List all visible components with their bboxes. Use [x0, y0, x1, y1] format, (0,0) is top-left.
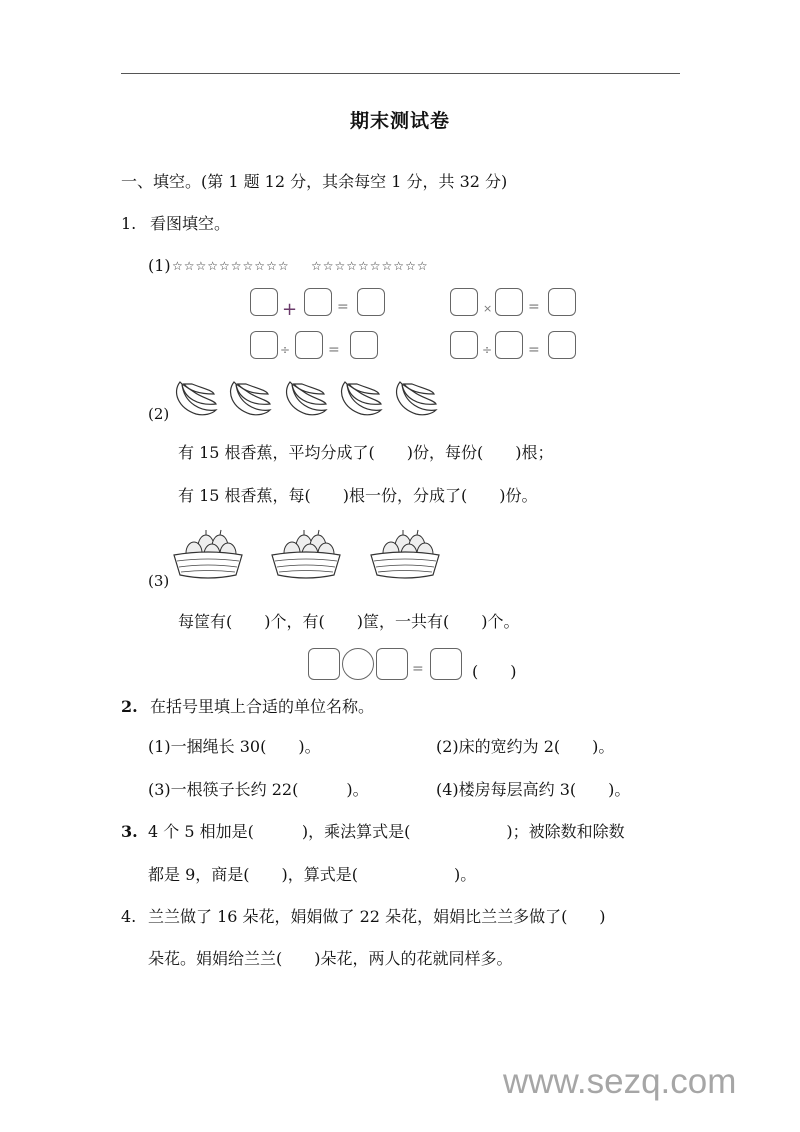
- stars-group-1: ☆☆☆☆☆☆☆☆☆☆: [172, 259, 290, 273]
- times-sign: ×: [483, 302, 493, 315]
- part-1-label: (1): [148, 256, 171, 275]
- answer-box[interactable]: [304, 288, 332, 316]
- unit-blank[interactable]: ( ): [472, 662, 517, 681]
- question-3-line-2: 都是 9，商是( )，算式是( )。: [148, 865, 477, 884]
- part-2-label: (2): [148, 405, 170, 423]
- equals-sign: =: [337, 299, 349, 315]
- operator-circle[interactable]: [342, 648, 374, 680]
- question-4-number: 4.: [121, 907, 137, 926]
- question-4-line-1: 兰兰做了 16 朵花，娟娟做了 22 朵花，娟娟比兰兰多做了( ): [148, 907, 606, 926]
- answer-box[interactable]: [430, 648, 462, 680]
- question-3-number: 3.: [121, 822, 138, 841]
- part-2-line-2: 有 15 根香蕉，每( )根一份，分成了( )份。: [178, 486, 538, 505]
- question-2-item-2: (2)床的宽约为 2( )。: [436, 737, 615, 756]
- answer-box[interactable]: [376, 648, 408, 680]
- question-2-item-3: (3)一根筷子长约 22( )。: [148, 780, 369, 799]
- question-2-item-1: (1)一捆绳长 30( )。: [148, 737, 321, 756]
- answer-box[interactable]: [495, 331, 523, 359]
- page-title: 期末测试卷: [349, 110, 450, 132]
- stars-group-2: ☆☆☆☆☆☆☆☆☆☆: [311, 259, 429, 273]
- part-3-label: (3): [148, 572, 170, 590]
- header-rule: [121, 73, 680, 74]
- answer-box[interactable]: [250, 331, 278, 359]
- equals-sign: =: [328, 342, 340, 358]
- question-2-text: 在括号里填上合适的单位名称。: [150, 697, 375, 716]
- question-2-number: 2.: [121, 697, 138, 716]
- part-2-line-1: 有 15 根香蕉，平均分成了( )份，每份( )根；: [178, 443, 554, 462]
- answer-box[interactable]: [548, 331, 576, 359]
- answer-box[interactable]: [308, 648, 340, 680]
- equals-sign: =: [528, 342, 540, 358]
- section-heading: 一、填空。(第 1 题 12 分，其余每空 1 分，共 32 分): [121, 172, 508, 191]
- equals-sign: =: [412, 661, 424, 677]
- divide-sign: ÷: [280, 343, 291, 357]
- answer-box[interactable]: [357, 288, 385, 316]
- question-1-text: 看图填空。: [150, 214, 231, 233]
- pear-basket-icons: [172, 527, 442, 583]
- answer-box[interactable]: [450, 331, 478, 359]
- equals-sign: =: [528, 299, 540, 315]
- question-4-line-2: 朵花。娟娟给兰兰( )朵花，两人的花就同样多。: [148, 949, 513, 968]
- question-1-number: 1.: [121, 214, 137, 233]
- question-2-item-4: (4)楼房每层高约 3( )。: [436, 780, 631, 799]
- answer-box[interactable]: [250, 288, 278, 316]
- answer-box[interactable]: [548, 288, 576, 316]
- question-3-line-1: 4 个 5 相加是( )，乘法算式是( )；被除数和除数: [148, 822, 625, 841]
- divide-sign: ÷: [482, 343, 493, 357]
- answer-box[interactable]: [295, 331, 323, 359]
- plus-sign: +: [282, 299, 298, 320]
- banana-bunch-icons: [172, 378, 442, 420]
- answer-box[interactable]: [450, 288, 478, 316]
- watermark: www.sezq.com: [503, 1062, 737, 1101]
- answer-box[interactable]: [350, 331, 378, 359]
- part-3-line-1: 每筐有( )个，有( )筐，一共有( )个。: [178, 612, 520, 631]
- answer-box[interactable]: [495, 288, 523, 316]
